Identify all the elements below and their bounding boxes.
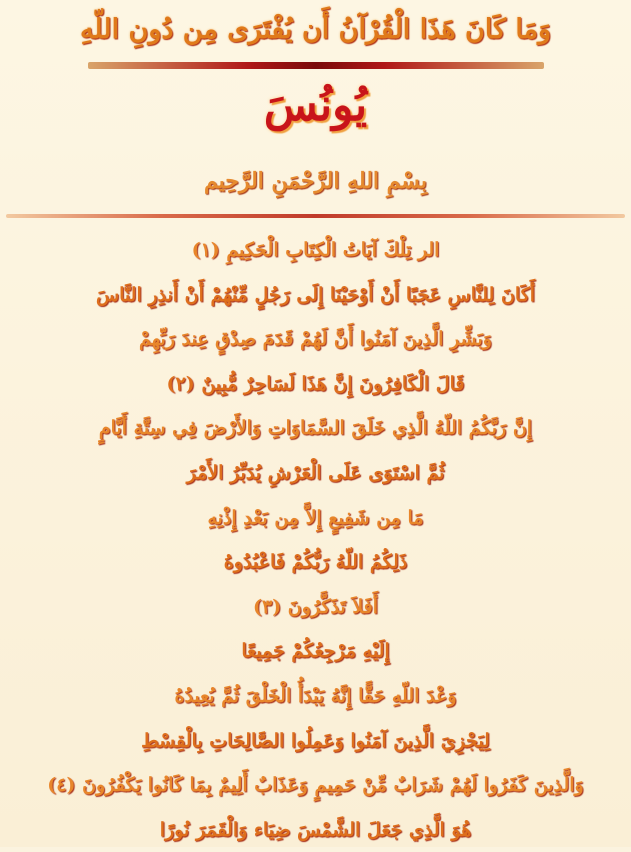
verse-line: وَعْدَ اللّهِ حَقًّا إِنَّهُ يَبْدَأُ الْخَلْقَ ثُمَّ يُعِيدُهُ: [174, 684, 457, 707]
verse-line: وَالَّذِينَ كَفَرُوا لَهُمْ شَرَابٌ مِّنْ حَمِيمٍ وَعَذَابٌ أَلِيمٌ بِمَا كَانُوا يَكْفُرُونَ (٤): [47, 774, 584, 797]
verse-line: إِنَّ رَبَّكُمُ اللّهُ الَّذِي خَلَقَ السَّمَاوَاتِ وَالأَرْضَ فِي سِتَّةِ أَيَّامٍ: [98, 417, 533, 440]
verse-line: لِيَجْزِيَ الَّذِينَ آمَنُوا وَعَمِلُوا الصَّالِحَاتِ بِالْقِسْطِ: [141, 729, 490, 752]
verse-list: [10, 228, 621, 852]
verse-line: مَا مِن شَفِيعٍ إِلاَّ مِن بَعْدِ إِذْنِهِ: [207, 506, 424, 529]
header-verse: وَمَا كَانَ هَذَا الْقُرْآنُ أَن يُفْتَرَى مِن دُونِ اللّهِ: [79, 14, 552, 45]
verse-line: قَالَ الْكَافِرُونَ إِنَّ هَذَا لَسَاحِرٌ مُّبِينٌ (٢): [166, 372, 465, 395]
verse-line: إِلَيْهِ مَرْجِعُكُمْ جَمِيعًا: [241, 640, 390, 663]
verse-line: وَبَشِّرِ الَّذِينَ آمَنُوا أَنَّ لَهُمْ قَدَمَ صِدْقٍ عِندَ رَبِّهِمْ: [139, 328, 492, 351]
surah-title: يُونُسَ: [263, 80, 368, 131]
verse-line: هُوَ الَّذِي جَعَلَ الشَّمْسَ ضِيَاء وَالْقَمَرَ نُورًا: [159, 818, 472, 841]
verse-line: ثُمَّ اسْتَوَى عَلَى الْعَرْشِ يُدَبِّرُ الأَمْرَ: [186, 461, 445, 484]
verse-line: الر تِلْكَ آيَاتُ الْكِتَابِ الْحَكِيمِ (١): [191, 239, 440, 261]
header-rule: [88, 62, 544, 69]
verse-line: أَفَلاَ تَذَكَّرُونَ (٣): [252, 595, 379, 618]
verse-line: ذَلِكُمُ اللّهُ رَبُّكُمْ فَاعْبُدُوهُ: [223, 551, 408, 574]
verse-line: أَكَانَ لِلنَّاسِ عَجَبًا أَنْ أَوْحَيْنَا إِلَى رَجُلٍ مِّنْهُمْ أَنْ أَنذِرِ النَّاسَ: [95, 283, 536, 306]
section-divider: [6, 214, 625, 218]
basmala: بِسْمِ اللهِ الرَّحْمَنِ الرَّحِيم: [203, 168, 428, 194]
